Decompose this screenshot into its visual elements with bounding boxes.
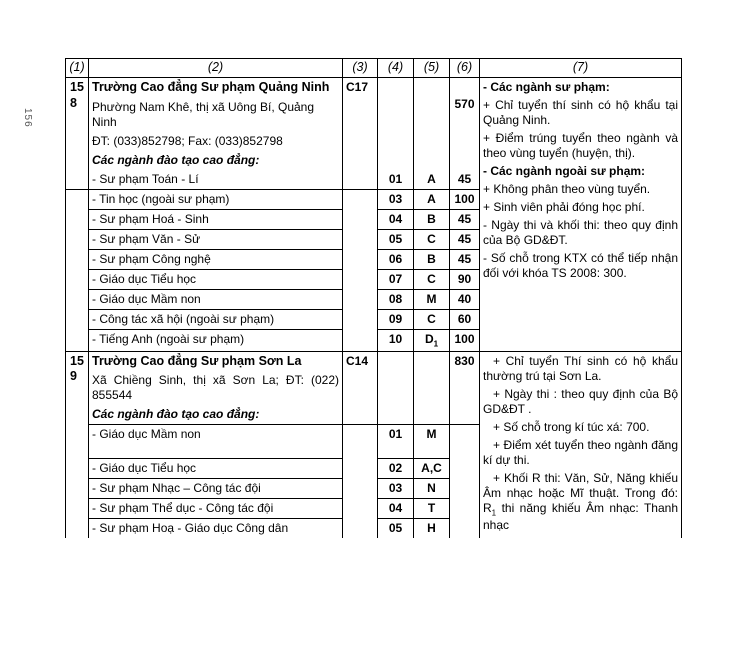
- program-name: - Giáo dục Tiểu học: [89, 458, 343, 478]
- program-name: - Sư phạm Nhạc – Công tác đội: [89, 478, 343, 498]
- empty-cell: [378, 351, 414, 371]
- program-block: H: [414, 518, 450, 538]
- col-header-3: (3): [343, 59, 378, 78]
- school-code: C17: [343, 78, 378, 98]
- school-number: [66, 78, 89, 190]
- program-name: - Giáo dục Tiểu học: [89, 269, 343, 289]
- block-cell: [414, 78, 450, 98]
- program-name: - Công tác xã hội (ngoài sư phạm): [89, 309, 343, 329]
- empty-cell: [450, 132, 480, 151]
- school-number-line2: 8: [70, 95, 77, 110]
- empty-cell: [450, 425, 480, 538]
- program-quota: 45: [450, 249, 480, 269]
- empty-cell: [414, 132, 450, 151]
- school-name: Trường Cao đẳng Sư phạm Sơn La: [89, 351, 343, 371]
- school-row: [66, 78, 682, 98]
- note-text: + Ngày thi : theo quy định của Bộ GD&ĐT .: [483, 386, 678, 416]
- program-code: 05: [378, 518, 414, 538]
- program-code: 09: [378, 309, 414, 329]
- note-text: + Chỉ tuyển Thí sinh có hộ khẩu thường trú tại Sơn La.: [483, 353, 678, 383]
- school-name: Trường Cao đẳng Sư phạm Quảng Ninh: [89, 78, 343, 98]
- empty-cell: [378, 405, 414, 425]
- program-block: B: [414, 209, 450, 229]
- section-heading: Các ngành đào tạo cao đẳng:: [89, 151, 343, 170]
- program-block: N: [414, 478, 450, 498]
- empty-cell: [414, 151, 450, 170]
- admissions-table: [65, 58, 682, 538]
- empty-cell: [414, 405, 450, 425]
- col-header-2: (2): [89, 59, 343, 78]
- empty-cell: [343, 151, 378, 170]
- empty-cell: [343, 425, 378, 538]
- program-quota: 90: [450, 269, 480, 289]
- program-quota: 100: [450, 329, 480, 351]
- program-code: 08: [378, 289, 414, 309]
- program-block: C: [414, 309, 450, 329]
- program-quota: 45: [450, 229, 480, 249]
- program-code: 05: [378, 229, 414, 249]
- program-code: 07: [378, 269, 414, 289]
- school-number-line2: 9: [70, 369, 77, 384]
- program-block-subscript: 1: [433, 339, 439, 349]
- program-quota: 45: [450, 170, 480, 190]
- school-address: Phường Nam Khê, thị xã Uông Bí, Quảng Ninh: [89, 98, 343, 132]
- note-text: + Điểm xét tuyển theo ngành đăng kí dự thi.: [483, 437, 678, 467]
- program-code: 01: [378, 425, 414, 459]
- program-name: - Tin học (ngoài sư phạm): [89, 189, 343, 209]
- note-text: + Không phân theo vùng tuyển.: [483, 182, 651, 196]
- program-block: T: [414, 498, 450, 518]
- empty-cell: [343, 405, 378, 425]
- program-name: - Tiếng Anh (ngoài sư phạm): [89, 329, 343, 351]
- notes-cell: [480, 78, 682, 352]
- col-header-6: (6): [450, 59, 480, 78]
- program-name: - Sư phạm Hoạ - Giáo dục Công dân: [89, 518, 343, 538]
- program-block: A: [414, 170, 450, 190]
- program-name: - Sư phạm Hoá - Sinh: [89, 209, 343, 229]
- program-code-cell: [378, 78, 414, 98]
- col-header-5: (5): [414, 59, 450, 78]
- empty-cell: [414, 351, 450, 371]
- empty-cell: [66, 189, 89, 351]
- note-text: + Sinh viên phải đóng học phí.: [483, 200, 645, 214]
- empty-cell: [378, 132, 414, 151]
- school-number-line1: 15: [70, 80, 84, 94]
- school-phone: ĐT: (033)852798; Fax: (033)852798: [89, 132, 343, 151]
- col-header-4: (4): [378, 59, 414, 78]
- empty-cell: [378, 371, 414, 405]
- page-number: 156: [22, 108, 33, 128]
- empty-cell: [343, 98, 378, 132]
- note-text: + Điểm trúng tuyển theo ngành và theo vùng tuyển (huyện, thị).: [483, 131, 678, 160]
- program-code: 02: [378, 458, 414, 478]
- school-number: [66, 351, 89, 538]
- program-block: A,C: [414, 458, 450, 478]
- note-text-part: thi năng khiếu Âm nhạc: Thanh nhạc: [483, 500, 678, 532]
- empty-cell: [414, 371, 450, 405]
- empty-cell: [343, 170, 378, 190]
- school-address: Xã Chiềng Sinh, thị xã Sơn La; ĐT: (022) 855544: [89, 371, 343, 405]
- school-total: 830: [450, 351, 480, 371]
- header-row: [66, 59, 682, 78]
- empty-cell: [414, 98, 450, 132]
- program-block-text: D: [424, 331, 434, 346]
- note-text: [483, 471, 678, 533]
- program-quota: 100: [450, 189, 480, 209]
- empty-cell: [450, 405, 480, 425]
- school-code: C14: [343, 351, 378, 371]
- program-name: - Sư phạm Thể dục - Công tác đội: [89, 498, 343, 518]
- program-block: M: [414, 425, 450, 459]
- program-code: 04: [378, 209, 414, 229]
- col-header-7: (7): [480, 59, 682, 78]
- school-row: [66, 351, 682, 371]
- empty-cell: [378, 151, 414, 170]
- program-name: - Giáo dục Mầm non: [89, 425, 343, 459]
- program-block: [414, 329, 450, 351]
- empty-cell: [343, 371, 378, 405]
- section-heading: Các ngành đào tạo cao đẳng:: [89, 405, 343, 425]
- program-name: - Sư phạm Văn - Sử: [89, 229, 343, 249]
- program-block: C: [414, 229, 450, 249]
- empty-cell: [343, 132, 378, 151]
- col-header-1: (1): [66, 59, 89, 78]
- program-code: 04: [378, 498, 414, 518]
- note-heading: - Các ngành ngoài sư phạm:: [483, 164, 646, 178]
- program-code: 01: [378, 170, 414, 190]
- empty-cell: [450, 151, 480, 170]
- school-number-line1: 15: [70, 353, 84, 368]
- empty-cell: [343, 189, 378, 351]
- note-text: - Ngày thi và khối thi: theo quy định của Bộ GD&ĐT.: [483, 218, 678, 247]
- program-code: 06: [378, 249, 414, 269]
- program-block: B: [414, 249, 450, 269]
- note-text: - Số chỗ trong KTX có thể tiếp nhận đối với khóa TS 2008: 300.: [483, 251, 678, 280]
- program-block: C: [414, 269, 450, 289]
- program-code: 03: [378, 189, 414, 209]
- program-code: 03: [378, 478, 414, 498]
- empty-cell: [450, 371, 480, 405]
- program-code: 10: [378, 329, 414, 351]
- school-total: 570: [450, 78, 480, 132]
- program-block: M: [414, 289, 450, 309]
- program-quota: 40: [450, 289, 480, 309]
- program-quota: 45: [450, 209, 480, 229]
- program-quota: 60: [450, 309, 480, 329]
- notes-cell: [480, 351, 682, 538]
- program-block: A: [414, 189, 450, 209]
- empty-cell: [378, 98, 414, 132]
- note-text: + Chỉ tuyển thí sinh có hộ khẩu tại Quảng Ninh.: [483, 98, 678, 127]
- program-name: - Sư phạm Toán - Lí: [89, 170, 343, 190]
- program-name: - Sư phạm Công nghệ: [89, 249, 343, 269]
- note-heading: - Các ngành sư phạm:: [483, 80, 610, 94]
- program-name: - Giáo dục Mầm non: [89, 289, 343, 309]
- note-text-part: + Khối R thi: Văn, Sử, Năng khiếu Âm nhạc hoặc Mĩ thuật. Trong đó: R: [483, 470, 678, 515]
- note-text: + Số chỗ trong kí túc xá: 700.: [493, 419, 650, 434]
- note-subscript: 1: [491, 507, 497, 517]
